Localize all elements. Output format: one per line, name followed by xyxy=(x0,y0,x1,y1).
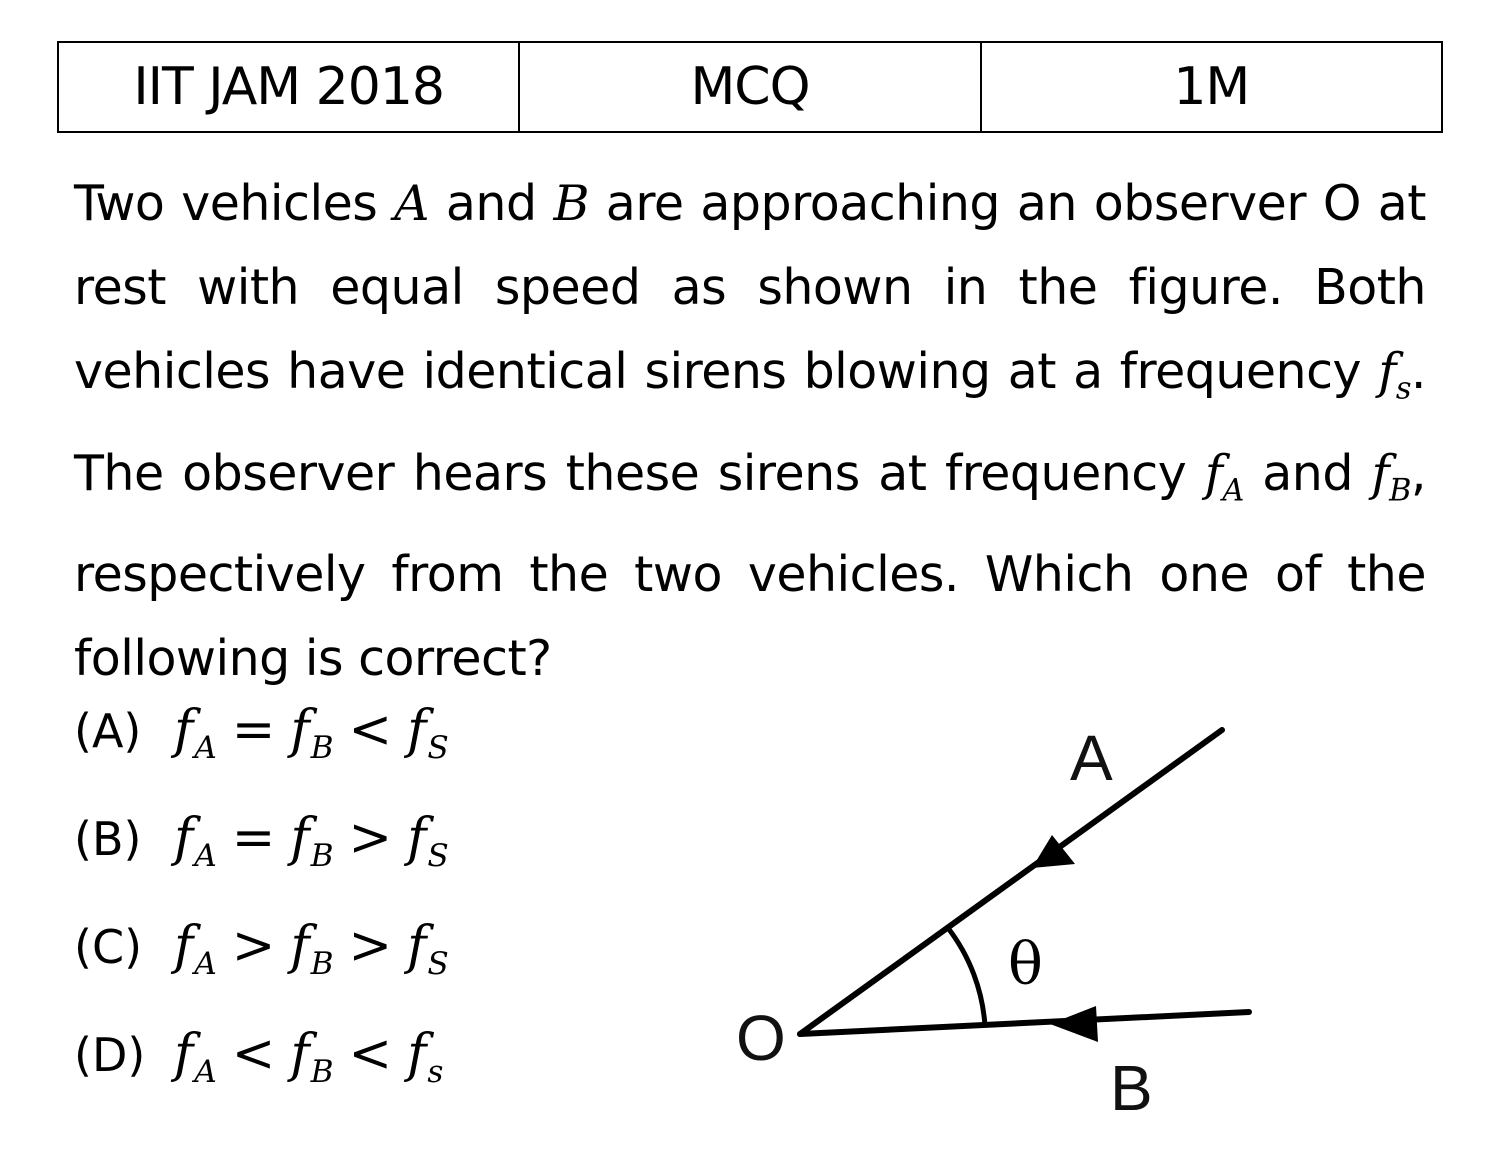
option-d[interactable] xyxy=(74,1024,444,1090)
label-theta: θ xyxy=(1008,930,1043,998)
freq-subscript-b: B xyxy=(1389,473,1411,509)
freq-subscript-s: s xyxy=(1395,371,1411,407)
option-c[interactable] xyxy=(74,916,450,982)
option-expression: $f_A > f_B > f_S$ xyxy=(174,916,450,982)
label-o: O xyxy=(736,1002,786,1074)
arrow-b-icon xyxy=(1050,1006,1098,1042)
exam-name: IIT JAM 2018 xyxy=(133,57,445,117)
option-label: (C) xyxy=(74,920,143,974)
option-a[interactable] xyxy=(74,700,450,766)
question-segment: . The observer hears these sirens at frequency xyxy=(74,343,1426,502)
freq-subscript-a: A xyxy=(1222,473,1244,509)
path-b-line xyxy=(800,1012,1249,1034)
label-a: A xyxy=(1070,722,1113,794)
label-b: B xyxy=(1110,1052,1153,1124)
option-expression: $f_A = f_B > f_S$ xyxy=(174,808,450,874)
option-b[interactable] xyxy=(74,808,450,874)
marks: 1M xyxy=(980,43,1441,131)
question-segment: are approaching an observer O at rest with equal speed as shown in the figure. Both vehicles have identical sirens blowing at a frequency xyxy=(74,175,1426,400)
vehicle-b-symbol: B xyxy=(553,175,589,232)
option-label: (B) xyxy=(74,812,142,866)
question-segment: and xyxy=(429,175,554,232)
header-table xyxy=(57,41,1443,133)
option-label: (A) xyxy=(74,704,142,758)
question-text xyxy=(74,162,1426,701)
question-segment: , respectively from the two vehicles. Which one of the following is correct? xyxy=(74,444,1426,688)
vehicle-a-symbol: A xyxy=(394,175,430,232)
freq-symbol: f xyxy=(1371,444,1390,502)
option-expression: $f_A = f_B < f_S$ xyxy=(174,700,450,766)
vehicle-diagram xyxy=(720,700,1300,1130)
question-segment: Two vehicles xyxy=(74,175,395,232)
angle-arc xyxy=(948,928,985,1026)
option-label: (D) xyxy=(74,1028,146,1082)
question-type: MCQ xyxy=(518,43,979,131)
freq-symbol: f xyxy=(1204,444,1223,502)
option-expression: $f_A < f_B < f_s$ xyxy=(174,1024,445,1090)
freq-symbol: f xyxy=(1378,343,1396,400)
question-segment: and xyxy=(1243,444,1372,502)
